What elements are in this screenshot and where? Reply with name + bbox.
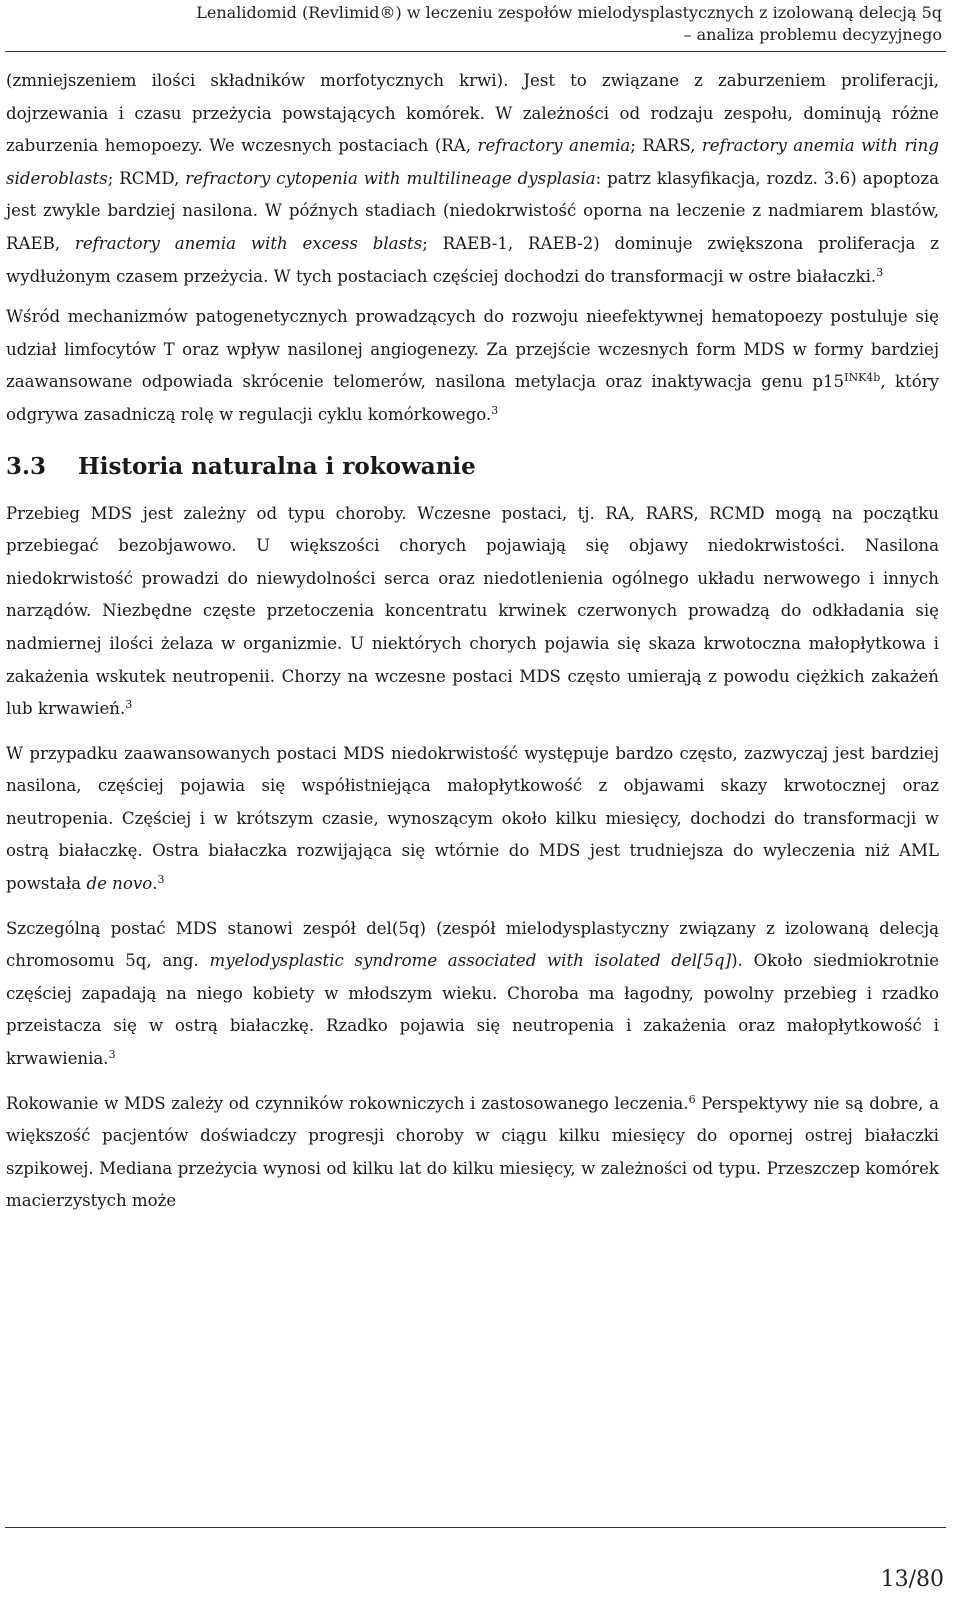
text-run: .: [152, 874, 158, 894]
body-text: [6, 65, 939, 1230]
reference-marker: 3: [108, 1048, 116, 1062]
header-title: Lenalidomid (Revlimid®) w leczeniu zespołów mielodysplastycznych z izolowaną delecją 5q: [196, 3, 942, 22]
section-number: 3.3: [6, 452, 47, 480]
footer-rule: [5, 1527, 946, 1528]
header-subtitle: – analiza problemu decyzyjnego: [683, 25, 942, 44]
italic-term: refractory anemia with excess blasts: [74, 233, 423, 253]
text-run: Wśród mechanizmów patogenetycznych prowadzących do rozwoju nieefektywnej hematopoezy postuluje się udział limfocytów T oraz wpływ nasilonej angiogenezy. Za przejście wczesnych form MDS w formy bardziej zaawansowane odpowiada skrócenie telomerów, nasilona metylacja oraz inaktywacja genu p15: [6, 307, 939, 392]
text-run: ; RARS,: [630, 136, 702, 156]
header-rule: [5, 51, 946, 52]
reference-marker: 3: [125, 698, 133, 712]
reference-marker: 6: [688, 1092, 696, 1106]
italic-term: refractory anemia with ring sideroblasts: [6, 136, 939, 188]
italic-term: refractory anemia: [477, 136, 631, 156]
text-run: Szczególną postać MDS stanowi zespół del(5q) (zespół mielodysplastyczny związany z izolowaną delecją chromosomu 5q, ang.: [6, 918, 939, 971]
gene-superscript: INK4b: [844, 371, 881, 385]
section-title: Historia naturalna i rokowanie: [78, 452, 476, 480]
text-run: Perspektywy nie są dobre, a większość pacjentów doświadczy progresji choroby w ciągu kilku miesięcy do opornej ostrej białaczki szpikowej. Mediana przeżycia wynosi od kilku lat do kilku miesięcy, w zależności od typu. Przeszczep komórek macierzystych może: [6, 1093, 940, 1211]
section-heading: [6, 450, 939, 484]
italic-term: refractory cytopenia with multilineage dysplasia: [185, 168, 596, 188]
paragraph-del5q: [6, 913, 939, 1076]
text-run: (zmniejszeniem ilości składników morfotycznych krwi). Jest to związane z zaburzeniem proliferacji, dojrzewania i czasu przeżycia powstających komórek. W zależności od rodzaju zespołu, dominują różne zaburzenia hemopoezy. We wczesnych postaciach (RA,: [6, 71, 939, 156]
italic-term: de novo: [86, 874, 153, 894]
italic-term: myelodysplastic syndrome associated with isolated del[5q]: [209, 951, 732, 971]
text-run: Przebieg MDS jest zależny od typu choroby. Wczesne postaci, tj. RA, RARS, RCMD mogą na początku przebiegać bezobjawowo. U większości chorych pojawiają się objawy niedokrwistości. Nasilona niedokrwistość prowadzi do niewydolności serca oraz niedotlenienia ogólnego układu nerwowego i innych narządów. Niezbędne częste przetoczenia koncentratu krwinek czerwonych prowadzą do odkładania się nadmiernej ilości żelaza w organizmie. U niektórych chorych pojawia się skaza krwotoczna małopłytkowa i zakażenia wskutek neutropenii. Chorzy na wczesne postaci MDS często umierają z powodu ciężkich zakażeń lub krwawień.: [6, 503, 939, 719]
text-run: ; RAEB-1, RAEB-2) dominuje zwiększona proliferacja z wydłużonym czasem przeżycia. W tych postaciach częściej dochodzi do transformacji w ostre białaczki.: [6, 233, 939, 286]
text-run: Rokowanie w MDS zależy od czynników rokowniczych i zastosowanego leczenia.: [6, 1093, 689, 1113]
paragraph-advanced-course: [6, 738, 939, 901]
reference-marker: 3: [157, 873, 165, 887]
paragraph-hemopoiesis: [6, 65, 939, 293]
reference-marker: 3: [491, 403, 499, 417]
text-run: ; RCMD,: [107, 168, 186, 188]
text-run: : patrz klasyfikacja, rozdz. 3.6) apoptoza jest zwykle bardziej nasilona. W późnych stadiach (niedokrwistość oporna na leczenie z nadmiarem blastów, RAEB,: [6, 168, 940, 253]
paragraph-prognosis: [6, 1088, 939, 1218]
running-header: [12, 2, 942, 46]
paragraph-pathogenesis: [6, 301, 939, 431]
text-run: , który odgrywa zasadniczą rolę w regulacji cyklu komórkowego.: [6, 372, 939, 424]
page-number: 13/80: [880, 1567, 944, 1592]
text-run: ). Około siedmiokrotnie częściej zapadają na niego kobiety w młodszym wieku. Choroba ma łagodny, powolny przebieg i rzadko przeistacza się w ostrą białaczkę. Rzadko pojawia się neutropenia i zakażenia oraz małopłytkowość i krwawienia.: [6, 951, 940, 1069]
reference-marker: 3: [876, 265, 884, 279]
text-run: W przypadku zaawansowanych postaci MDS niedokrwistość występuje bardzo często, zazwyczaj jest bardziej nasilona, częściej pojawia się współistniejąca małopłytkowość z objawami skazy krwotocznej oraz neutropenia. Częściej i w krótszym czasie, wynoszącym około kilku miesięcy, dochodzi do transformacji w ostrą białaczkę. Ostra białaczka rozwijająca się wtórnie do MDS jest trudniejsza do wyleczenia niż AML powstała: [6, 743, 939, 894]
paragraph-early-course: [6, 498, 939, 726]
